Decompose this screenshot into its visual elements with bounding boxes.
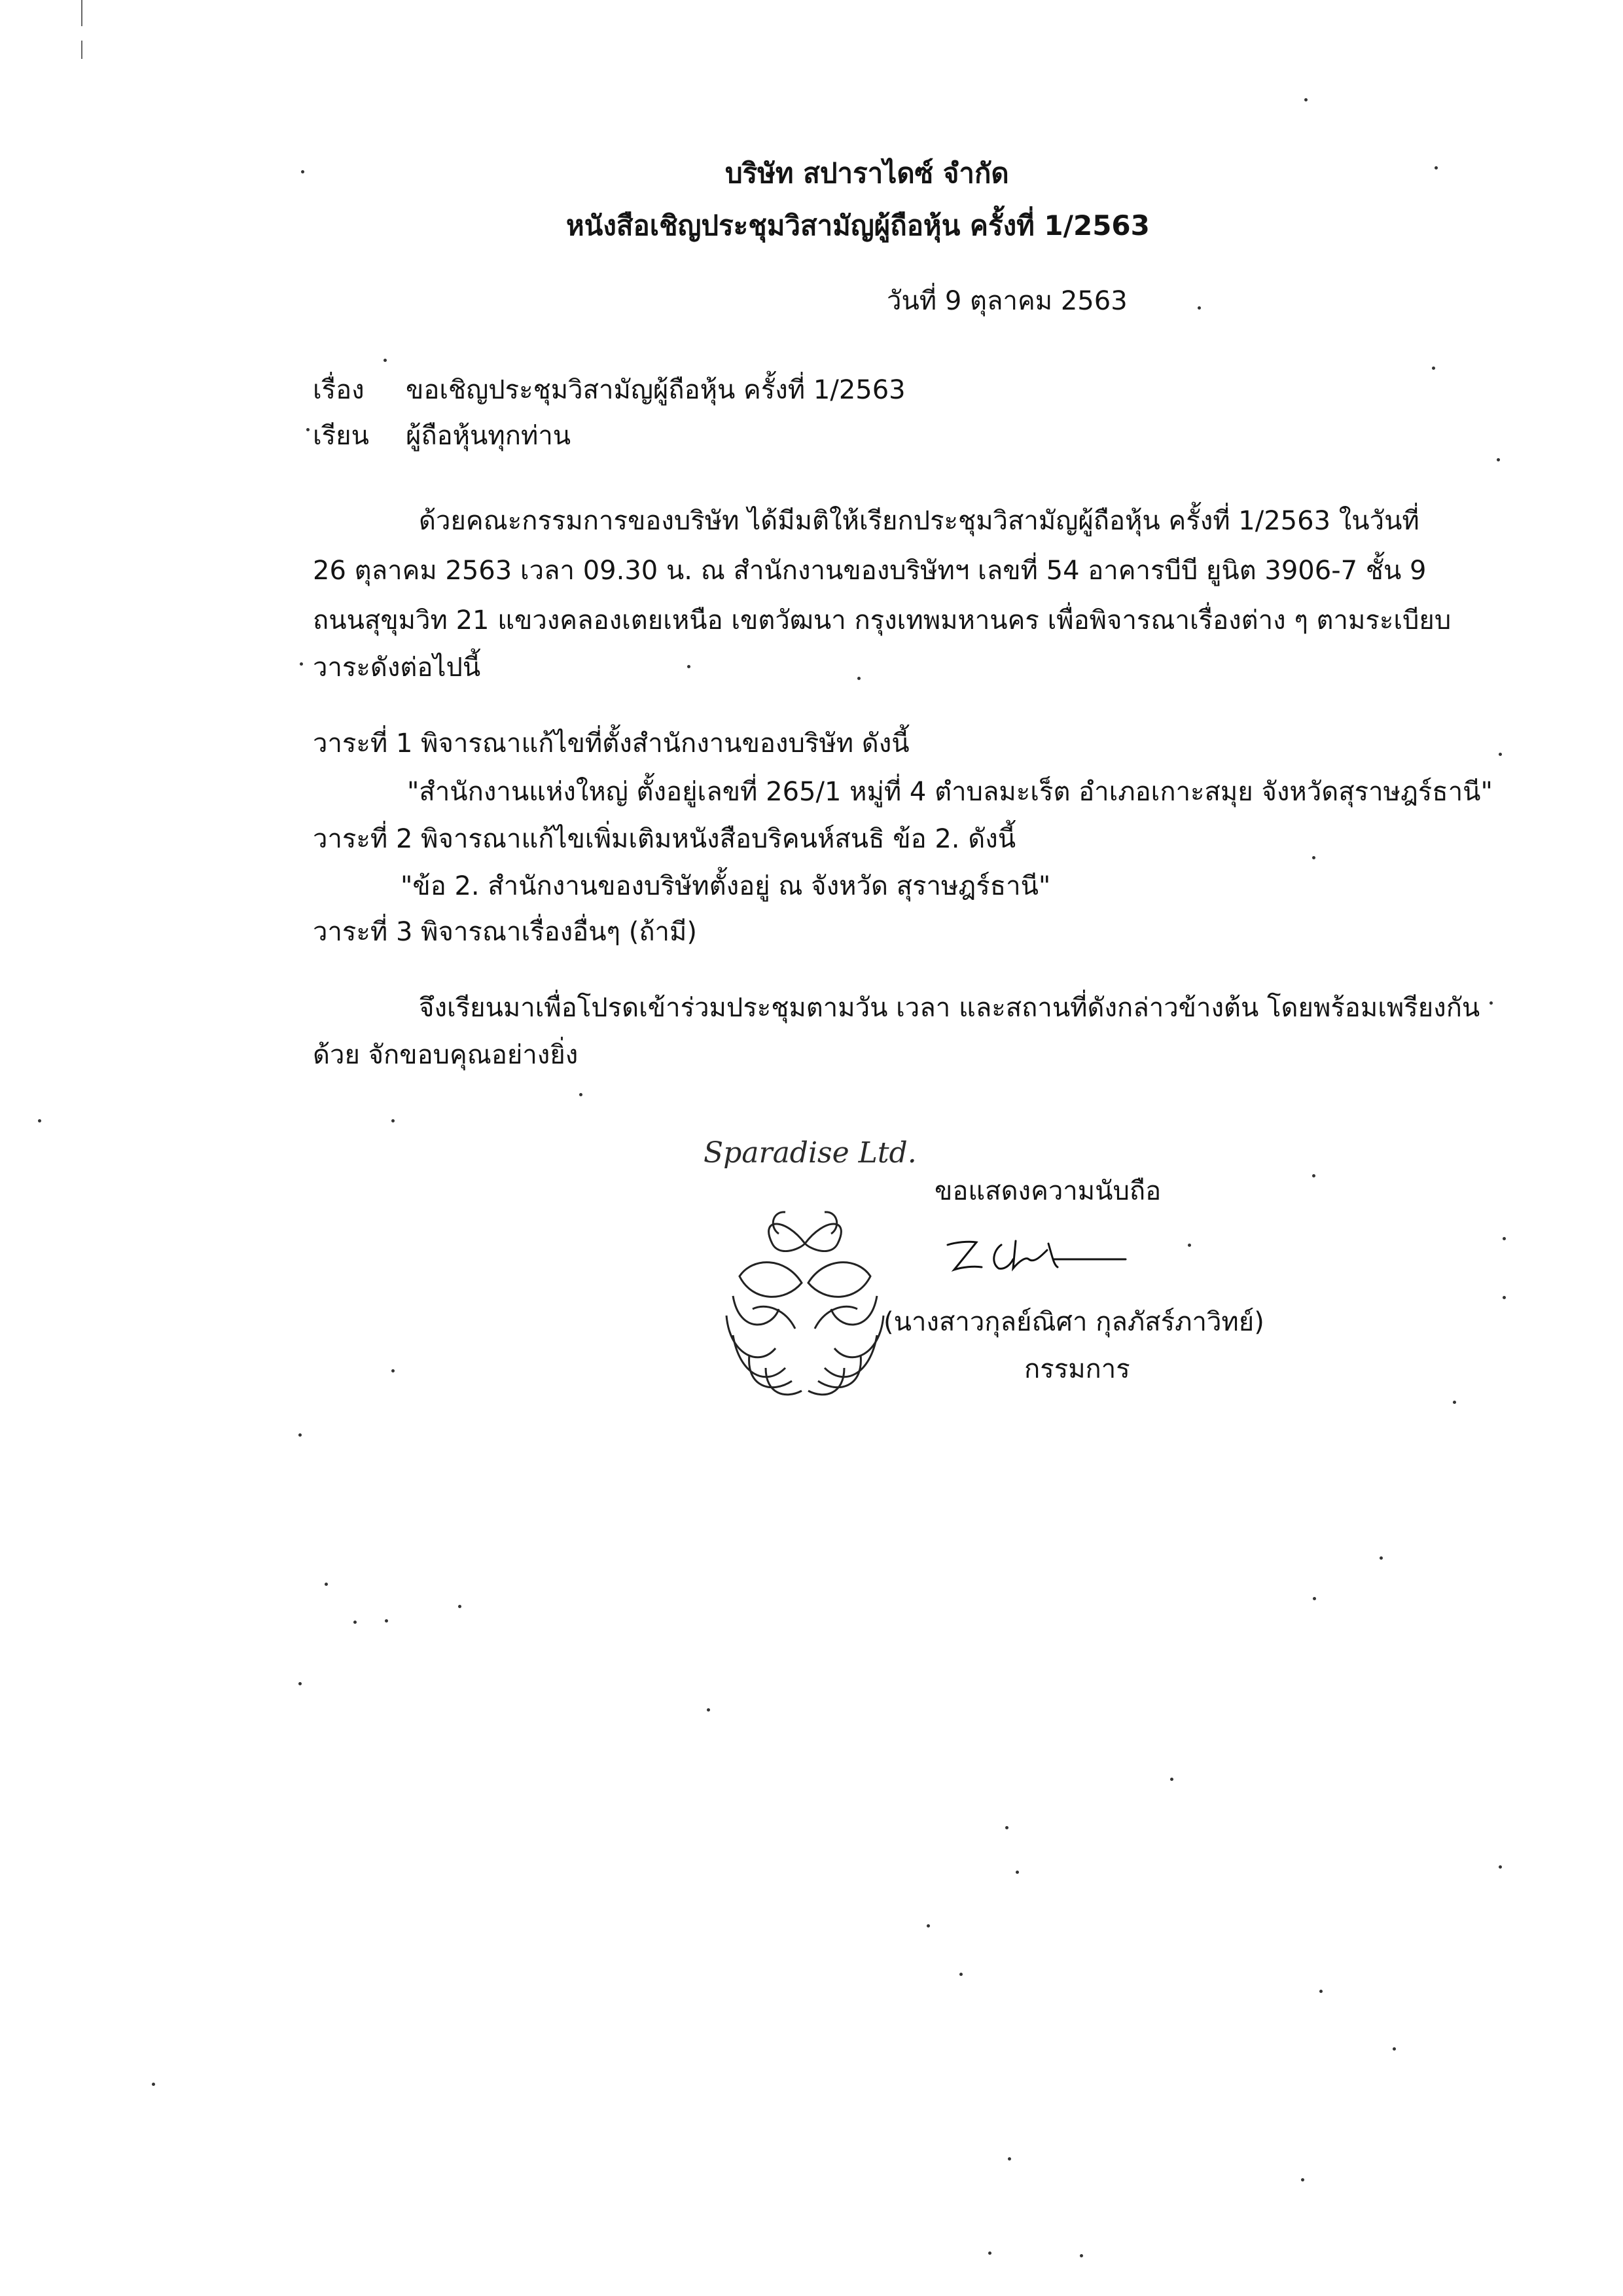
scan-speck xyxy=(1497,458,1500,461)
company-stamp-text: Sparadise Ltd. xyxy=(704,1136,917,1170)
document-title: หนังสือเชิญประชุมวิสามัญผู้ถือหุ้น ครั้งที่ 1/2563 xyxy=(566,209,1150,242)
scan-speck xyxy=(1170,1778,1173,1781)
subject-text: ขอเชิญประชุมวิสามัญผู้ถือหุ้น ครั้งที่ 1/2563 xyxy=(406,375,906,405)
agenda-item-1: วาระที่ 1 พิจารณาแก้ไขที่ตั้งสำนักงานของบริษัท ดังนี้ xyxy=(313,728,910,759)
scan-speck xyxy=(1080,2254,1083,2257)
scan-speck xyxy=(1005,1826,1008,1829)
intro-line-2: 26 ตุลาคม 2563 เวลา 09.30 น. ณ สำนักงานของบริษัทฯ เลขที่ 54 อาคารบีบี ยูนิต 3906-7 ชั้น 9 xyxy=(313,556,1427,586)
signatory-name: (นางสาวกุลย์ณิศา กุลภัสร์ภาวิทย์) xyxy=(883,1307,1264,1337)
scan-margin-mark xyxy=(81,0,82,26)
scan-speck xyxy=(687,665,690,668)
scan-speck xyxy=(1008,2157,1011,2161)
agenda-item-2: วาระที่ 2 พิจารณาแก้ไขเพิ่มเติมหนังสือบริคนห์สนธิ ข้อ 2. ดังนี้ xyxy=(313,824,1016,854)
scan-speck xyxy=(1432,367,1435,370)
scan-speck xyxy=(391,1119,395,1122)
intro-line-3: ถนนสุขุมวิท 21 แขวงคลองเตยเหนือ เขตวัฒนา กรุงเทพมหานคร เพื่อพิจารณาเรื่องต่าง ๆ ตามระเบียบ xyxy=(313,605,1452,636)
company-name: บริษัท สปาราไดซ์ จำกัด xyxy=(725,157,1009,189)
scan-speck xyxy=(301,170,304,173)
scan-speck xyxy=(383,359,387,362)
scan-speck xyxy=(1301,2178,1304,2181)
scan-speck xyxy=(300,662,303,666)
recipient-text: ผู้ถือหุ้นทุกท่าน xyxy=(406,421,571,451)
scan-speck xyxy=(1435,166,1438,170)
agenda-item-1-detail: "สำนักงานแห่งใหญ่ ตั้งอยู่เลขที่ 265/1 หมู่ที่ 4 ตำบลมะเร็ต อำเภอเกาะสมุย จังหวัดสุราษฎร์ธานี" xyxy=(407,777,1493,807)
scan-speck xyxy=(298,1682,302,1685)
intro-line-4: วาระดังต่อไปนี้ xyxy=(313,653,481,683)
scan-margin-mark xyxy=(81,41,82,59)
closing-line-2: ด้วย จักขอบคุณอย่างยิ่ง xyxy=(313,1040,579,1070)
recipient-label: เรียน xyxy=(313,421,369,451)
scan-speck xyxy=(152,2083,155,2086)
closing-regards: ขอแสดงความนับถือ xyxy=(935,1176,1162,1206)
agenda-item-2-detail: "ข้อ 2. สำนักงานของบริษัทตั้งอยู่ ณ จังหวัด สุราษฎร์ธานี" xyxy=(401,871,1051,901)
scan-speck xyxy=(707,1708,710,1712)
scan-speck xyxy=(1499,753,1502,756)
closing-line-1: จึงเรียนมาเพื่อโปรดเข้าร่วมประชุมตามวัน เวลา และสถานที่ดังกล่าวข้างต้น โดยพร้อมเพรียงกัน xyxy=(419,993,1480,1023)
scan-speck xyxy=(1453,1401,1456,1404)
document-date: วันที่ 9 ตุลาคม 2563 xyxy=(887,286,1128,316)
intro-line-1: ด้วยคณะกรรมการของบริษัท ได้มีมติให้เรียกประชุมวิสามัญผู้ถือหุ้น ครั้งที่ 1/2563 ในวันที่ xyxy=(419,506,1419,536)
scan-speck xyxy=(1503,1296,1506,1299)
scan-speck xyxy=(1312,856,1315,859)
scan-speck xyxy=(325,1583,328,1586)
scan-speck xyxy=(927,1924,930,1928)
scan-speck xyxy=(1304,98,1308,101)
scan-speck xyxy=(306,428,310,431)
scan-speck xyxy=(988,2251,991,2255)
agenda-item-3: วาระที่ 3 พิจารณาเรื่องอื่นๆ (ถ้ามี) xyxy=(313,917,697,947)
signature-scribble-icon xyxy=(942,1230,1132,1283)
scan-speck xyxy=(1503,1237,1506,1240)
scan-speck xyxy=(579,1093,582,1096)
signatory-position: กรรมการ xyxy=(1024,1354,1130,1384)
scan-speck xyxy=(1312,1174,1315,1177)
scan-speck xyxy=(1489,1001,1493,1005)
scan-speck xyxy=(1380,1556,1383,1560)
scan-speck xyxy=(1188,1244,1191,1247)
scan-speck xyxy=(391,1369,395,1372)
scan-speck xyxy=(1016,1871,1019,1874)
scan-speck xyxy=(1313,1597,1316,1600)
scan-speck xyxy=(959,1973,963,1976)
scan-speck xyxy=(1319,1990,1323,1993)
scan-speck xyxy=(458,1605,461,1608)
scan-speck xyxy=(38,1119,41,1122)
scan-speck xyxy=(385,1619,388,1623)
subject-label: เรื่อง xyxy=(313,375,365,405)
swan-logo-icon xyxy=(713,1204,897,1401)
scan-speck xyxy=(857,677,861,680)
scan-speck xyxy=(1198,306,1201,310)
scan-speck xyxy=(353,1621,357,1624)
scan-speck xyxy=(1393,2047,1396,2051)
scan-speck xyxy=(298,1433,302,1437)
scan-speck xyxy=(1499,1865,1502,1869)
